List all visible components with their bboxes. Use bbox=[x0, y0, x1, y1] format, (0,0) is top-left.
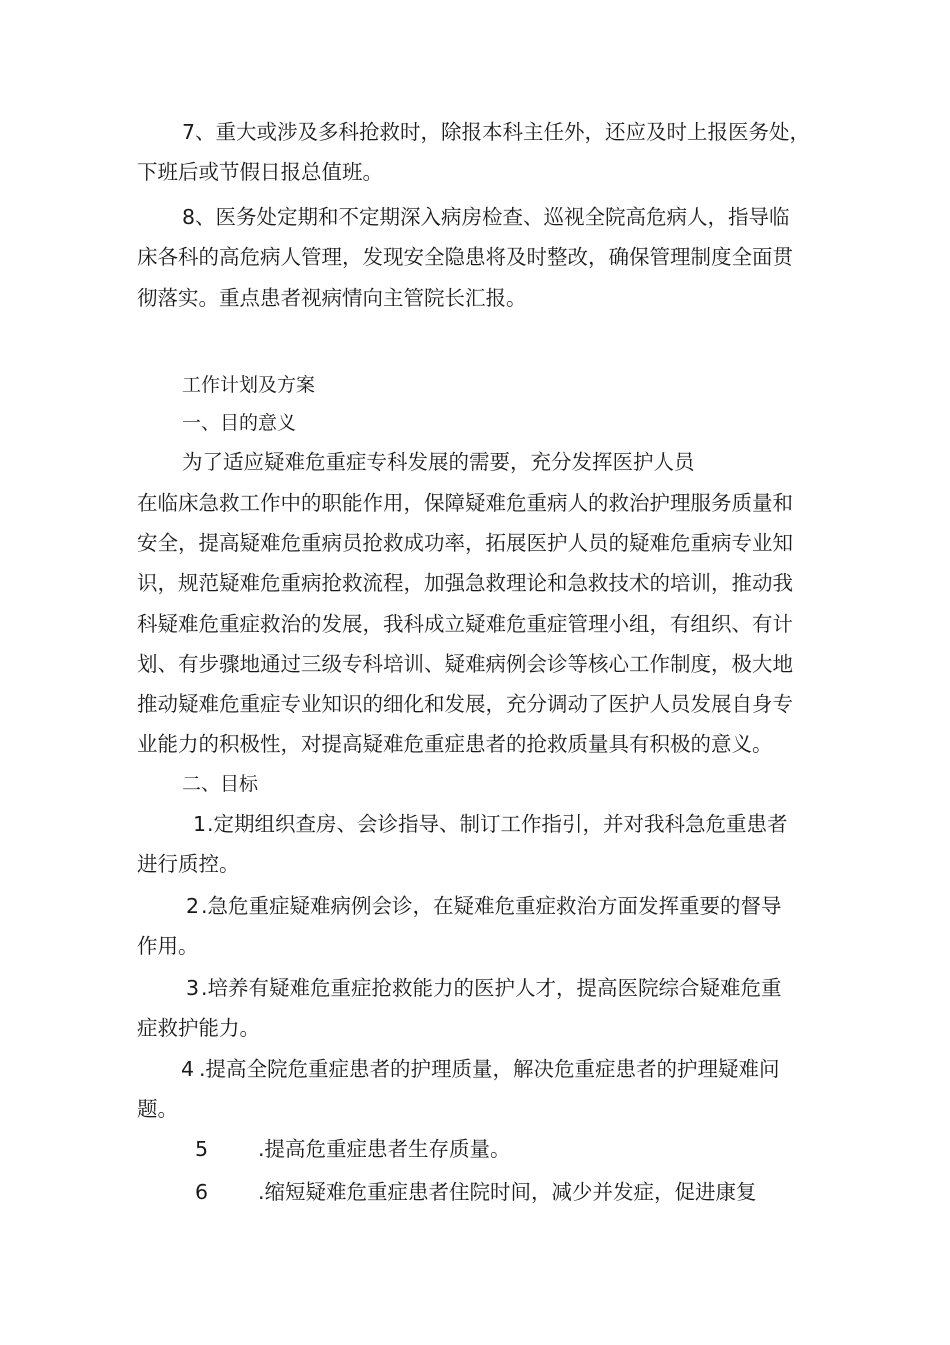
goal-text-cont: 题。 bbox=[137, 1097, 178, 1121]
goal-text-cont: 作用。 bbox=[137, 934, 199, 958]
goal-number: 3 bbox=[186, 976, 200, 1000]
item7-line1: 7、重大或涉及多科抢救时，除报本科主任外，还应及时上报医务处， bbox=[182, 120, 811, 144]
goal-text: .提高危重症患者生存质量。 bbox=[258, 1137, 511, 1161]
section1-line: 安全，提高疑难危重病员抢救成功率，拓展医护人员的疑难危重病专业知 bbox=[137, 531, 793, 555]
section1-heading: 一、目的意义 bbox=[182, 412, 297, 434]
goal-text: .提高全院危重症患者的护理质量，解决危重症患者的护理疑难问 bbox=[199, 1057, 780, 1081]
plan-title: 工作计划及方案 bbox=[182, 374, 316, 396]
section1-line: 科疑难危重症救治的发展，我科成立疑难危重症管理小组，有组织、有计 bbox=[137, 612, 793, 636]
section1-line: 在临床急救工作中的职能作用，保障疑难危重病人的救治护理服务质量和 bbox=[137, 491, 793, 515]
section1-line: 推动疑难危重症专业知识的细化和发展，充分调动了医护人员发展自身专 bbox=[137, 692, 793, 716]
goal-number: 6 bbox=[195, 1180, 209, 1204]
section1-line: 识，规范疑难危重病抢救流程，加强急救理论和急救技术的培训，推动我 bbox=[137, 571, 793, 595]
item8-line1: 8、医务处定期和不定期深入病房检查、巡视全院高危病人，指导临 bbox=[182, 205, 790, 229]
item8-line3: 彻落实。重点患者视病情向主管院长汇报。 bbox=[137, 286, 527, 310]
goal-text-cont: 症救护能力。 bbox=[137, 1016, 260, 1040]
goal-number: 4 bbox=[181, 1057, 195, 1081]
goal-text: .培养有疑难危重症抢救能力的医护人才，提高医院综合疑难危重 bbox=[201, 976, 782, 1000]
goal-text: .急危重症疑难病例会诊，在疑难危重症救治方面发挥重要的督导 bbox=[201, 894, 782, 918]
goal-text-cont: 进行质控。 bbox=[137, 852, 240, 876]
section1-line: 业能力的积极性，对提高疑难危重症患者的抢救质量具有积极的意义。 bbox=[137, 732, 773, 756]
goal-text: .缩短疑难危重症患者住院时间，减少并发症，促进康复 bbox=[258, 1180, 757, 1204]
item8-line2: 床各科的高危病人管理，发现安全隐患将及时整改，确保管理制度全面贯 bbox=[137, 245, 793, 269]
goal-text: .定期组织查房、会诊指导、制订工作指引，并对我科急危重患者 bbox=[207, 812, 788, 836]
section1-line: 划、有步骤地通过三级专科培训、疑难病例会诊等核心工作制度，极大地 bbox=[137, 652, 793, 676]
section1-line: 为了适应疑难危重症专科发展的需要，充分发挥医护人员 bbox=[182, 450, 695, 474]
goal-number: 5 bbox=[195, 1137, 209, 1161]
goal-number: 2 bbox=[186, 894, 200, 918]
goal-number: 1 bbox=[193, 812, 207, 836]
item7-line2: 下班后或节假日报总值班。 bbox=[137, 160, 383, 184]
section2-heading: 二、目标 bbox=[182, 773, 259, 795]
